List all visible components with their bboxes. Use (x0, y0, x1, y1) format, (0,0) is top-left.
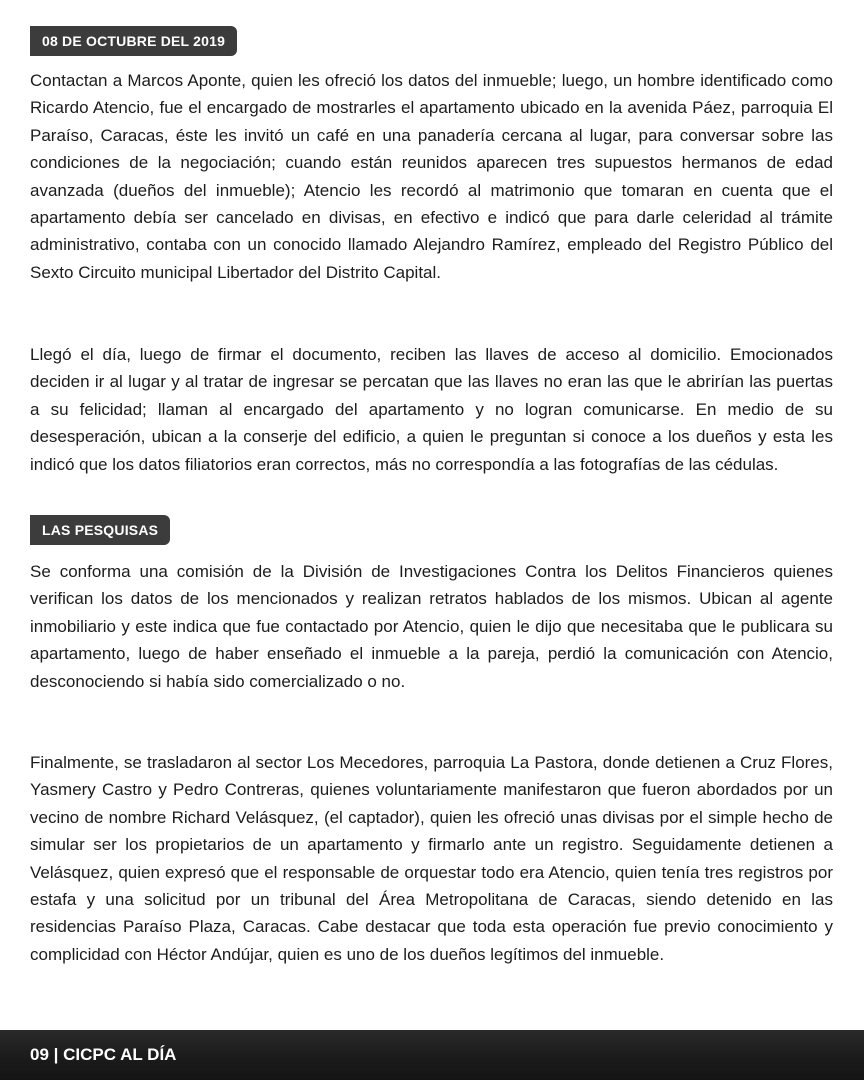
section-tag-las-pesquisas: LAS PESQUISAS (30, 515, 170, 545)
page-footer (0, 1030, 864, 1080)
paragraph-2: Llegó el día, luego de firmar el documento, reciben las llaves de acceso al domicilio. Emocionados deciden ir al lugar y al tratar de ingresar se percatan que las llaves no eran las que le abrirían las puertas a su felicidad; llaman al encargado del apartamento y no logran comunicarse. En medio de su desesperación, ubican a la conserje del edificio, a quien le preguntan si conoce a los dueños y esta les indicó que los datos filiatorios eran correctos, más no correspondía a las fotografías de las cédulas. (30, 345, 833, 474)
footer-page-label: 09 | CICPC AL DÍA (30, 1045, 177, 1064)
paragraph-3: Se conforma una comisión de la División de Investigaciones Contra los Delitos Financieros quienes verifican los datos de los mencionados y realizan retratos hablados de los mismos. Ubican al agente inmobiliario y este indica que fue contactado por Atencio, quien le dijo que necesitaba que le publicara su apartamento, luego de haber enseñado el inmueble a la pareja, perdió la comunicación con Atencio, desconociendo si había sido comercializado o no. (30, 562, 833, 691)
paragraph-1: Contactan a Marcos Aponte, quien les ofreció los datos del inmueble; luego, un hombre identificado como Ricardo Atencio, fue el encargado de mostrarles el apartamento ubicado en la avenida Páez, parroquia El Paraíso, Caracas, éste les invitó un café en una panadería cercana al lugar, para conversar sobre las condiciones de la negociación; cuando están reunidos aparecen tres supuestos hermanos de edad avanzada (dueños del inmueble); Atencio les recordó al matrimonio que tomaran en cuenta que el apartamento debía ser cancelado en divisas, en efectivo e indicó que para darle celeridad al trámite administrativo, contaba con un conocido llamado Alejandro Ramírez, empleado del Registro Público del Sexto Circuito municipal Libertador del Distrito Capital. (30, 71, 833, 282)
date-tag: 08 DE OCTUBRE DEL 2019 (30, 26, 237, 56)
paragraph-4: Finalmente, se trasladaron al sector Los Mecedores, parroquia La Pastora, donde detienen a Cruz Flores, Yasmery Castro y Pedro Contreras, quienes voluntariamente manifestaron que fueron abordados por un vecino de nombre Richard Velásquez, (el captador), quien les ofreció unas divisas por el simple hecho de simular ser los propietarios de un apartamento y firmarlo ante un registro. Seguidamente detienen a Velásquez, quien expresó que el responsable de orquestar todo era Atencio, quien tenía tres registros por estafa y una solicitud por un tribunal del Área Metropolitana de Caracas, siendo detenido en las residencias Paraíso Plaza, Caracas. Cabe destacar que toda esta operación fue previo conocimiento y complicidad con Héctor Andújar, quien es uno de los dueños legítimos del inmueble. (30, 753, 833, 964)
